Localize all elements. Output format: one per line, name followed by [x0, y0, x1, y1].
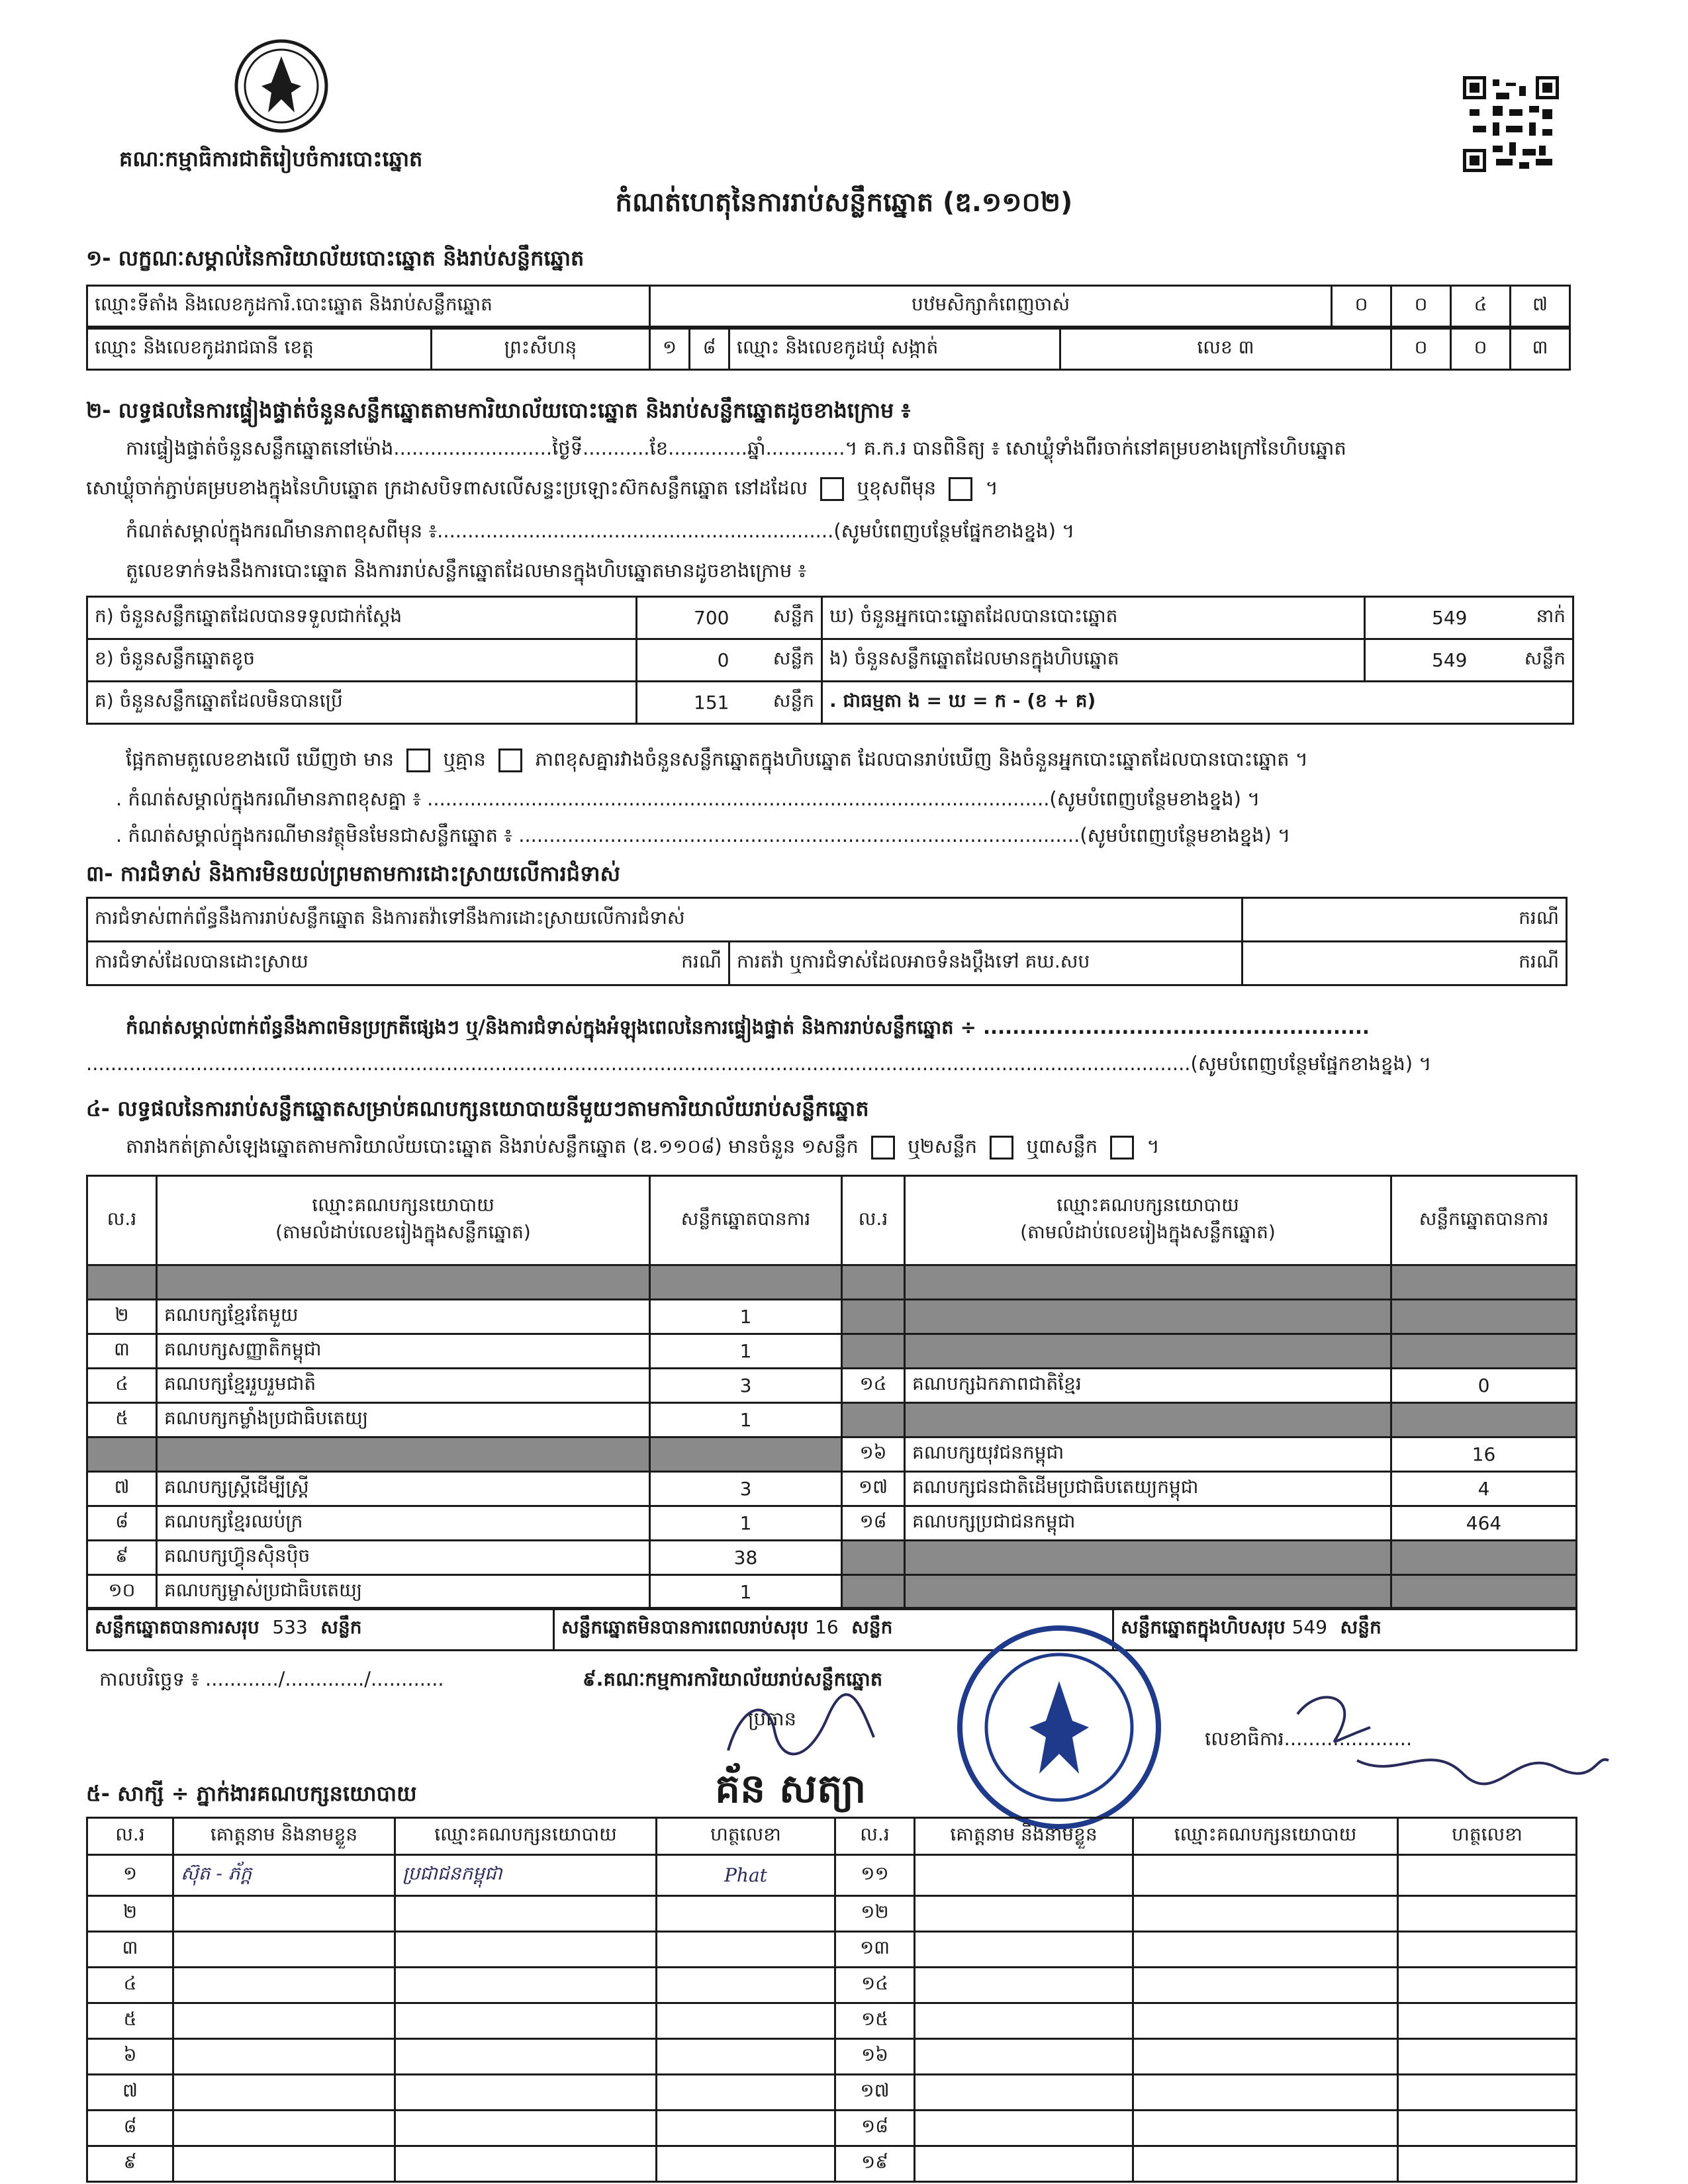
two-sheets-checkbox[interactable] — [990, 1136, 1013, 1160]
witness-name — [915, 2111, 1133, 2146]
party-votes: 3 — [650, 1369, 842, 1403]
party-no — [842, 1575, 905, 1610]
party-no — [842, 1300, 905, 1334]
commune-code-digit: ៣ — [1511, 329, 1570, 370]
col-no-header-2: ល.រ — [842, 1176, 905, 1265]
party-no: ៥ — [87, 1403, 157, 1437]
secretary-signature — [1278, 1674, 1622, 1811]
party-no — [842, 1541, 905, 1575]
province-value: ព្រះសីហនុ — [432, 329, 650, 370]
party-votes — [1391, 1403, 1577, 1437]
party-name — [157, 1265, 650, 1300]
witness-party — [1133, 1932, 1398, 1968]
witness-party — [395, 2003, 657, 2039]
total-in-box: សន្លឹកឆ្នោតក្នុងហិបសរុប 549 សន្លឹក — [1113, 1608, 1577, 1651]
witness-name — [915, 1855, 1133, 1896]
section4-heading: ៤- លទ្ធផលនៃការរាប់សន្លឹកឆ្នោតសម្រាប់គណបក្សនយោបាយនីមួយៗតាមការិយាល័យរាប់សន្លឹកឆ្នោត — [86, 1096, 869, 1121]
section1-table — [86, 285, 1571, 328]
witness-party — [395, 1932, 657, 1968]
witness-signature — [657, 2003, 835, 2039]
totals-table — [86, 1607, 1577, 1651]
party-no — [842, 1334, 905, 1369]
party-no — [842, 1403, 905, 1437]
party-name: គណបក្សខ្មែរឈប់ក្រ — [157, 1506, 650, 1541]
witness-no: ៣ — [87, 1932, 173, 1968]
party-votes: 1 — [650, 1575, 842, 1610]
party-no: ១០ — [87, 1575, 157, 1610]
witness-name — [915, 1968, 1133, 2003]
witness-party — [1133, 1896, 1398, 1932]
party-votes — [650, 1437, 842, 1472]
period: ។ — [985, 477, 998, 499]
witness-no: ១៩ — [835, 2146, 915, 2182]
witness-no: ១ — [87, 1855, 173, 1896]
section1-table-row2 — [86, 328, 1571, 371]
seal-line — [86, 477, 998, 504]
party-name: គណបក្សខ្មែរតែមួយ — [157, 1300, 650, 1334]
witness-signature — [1398, 2003, 1577, 2039]
party-no — [87, 1265, 157, 1300]
unused-label: គ) ចំនួនសន្លឹកឆ្នោតដែលមិនបានប្រើ — [87, 682, 637, 724]
foreign-object-note: . កំណត់សម្គាល់ក្នុងករណីមានវត្ថុមិនមែនជាសន្លឹកឆ្នោត ៖ ............................................................................................(សូមបំពេញបន្ថែមខាងខ្នង) ។ — [116, 824, 1291, 846]
party-name — [905, 1334, 1391, 1369]
section5-heading: ៥- សាក្សី ÷ ភ្នាក់ងារគណបក្សនយោបាយ — [86, 1781, 417, 1806]
commission-name: គណៈកម្មាធិការជាតិរៀបចំការបោះឆ្នោត — [119, 146, 423, 171]
party-votes: 1 — [650, 1403, 842, 1437]
party-name: គណបក្សយុវជនកម្ពុជា — [905, 1437, 1391, 1472]
party-votes: 0 — [1391, 1369, 1577, 1403]
party-no: ២ — [87, 1300, 157, 1334]
location-code-digit: ៧ — [1511, 286, 1570, 327]
tally-sheet-text: តារាងកត់ត្រាសំឡេងឆ្នោតតាមការិយាល័យបោះឆ្នោត និងរាប់សន្លឹកឆ្នោត (ឌ.១១០៨) មានចំនួន ១សន្លឹក — [126, 1135, 859, 1158]
party-votes: 4 — [1391, 1472, 1577, 1506]
witness-col-no-2: ល.រ — [835, 1818, 915, 1855]
witness-row — [87, 1855, 1577, 1896]
three-sheets-checkbox[interactable] — [1110, 1136, 1134, 1160]
received-unit: សន្លឹក — [736, 597, 822, 639]
discrepancy-note: . កំណត់សម្គាល់ក្នុងករណីមានភាពខុសគ្នា ៖ ......................................................................................................(សូមបំពេញបន្ថែមខាងខ្នង) ។ — [116, 788, 1260, 810]
witness-col-no: ល.រ — [87, 1818, 173, 1855]
witness-row — [87, 2111, 1577, 2146]
witness-name — [173, 2003, 395, 2039]
objections-unit: ករណី — [1243, 898, 1567, 942]
party-votes: 3 — [650, 1472, 842, 1506]
witness-party — [1133, 2075, 1398, 2111]
witness-signature — [1398, 1855, 1577, 1896]
witness-signature: Phat — [657, 1855, 835, 1896]
witness-party — [1133, 1855, 1398, 1896]
witness-name — [915, 2003, 1133, 2039]
witness-no: ១២ — [835, 1896, 915, 1932]
witness-name — [915, 2075, 1133, 2111]
witness-party — [395, 1896, 657, 1932]
party-votes — [1391, 1575, 1577, 1610]
party-name: គណបក្សប្រជាជនកម្ពុជា — [905, 1506, 1391, 1541]
party-name — [905, 1575, 1391, 1610]
party-name: គណបក្សជនជាតិដើមប្រជាធិបតេយ្យកម្ពុជា — [905, 1472, 1391, 1506]
discrepancy-line — [126, 748, 1308, 776]
witness-signature — [657, 1932, 835, 1968]
party-no: ៧ — [87, 1472, 157, 1506]
witness-signature — [657, 1896, 835, 1932]
total-invalid: សន្លឹកឆ្នោតមិនបានការពេលរាប់សរុប 16 សន្លឹក — [554, 1608, 1113, 1651]
emblem-logo — [232, 36, 331, 136]
witness-name — [915, 1896, 1133, 1932]
witness-party — [1133, 2111, 1398, 2146]
witness-signature — [657, 1968, 835, 2003]
witness-name — [173, 1932, 395, 1968]
location-value: បឋមសិក្សាកំពេញចាស់ — [650, 286, 1332, 327]
commune-code-digit: ០ — [1391, 329, 1451, 370]
witness-party — [395, 2039, 657, 2075]
results-row — [87, 1437, 1577, 1472]
two-sheets-label: ឬ២សន្លឹក — [908, 1135, 978, 1158]
party-votes: 1 — [650, 1334, 842, 1369]
party-votes: 1 — [650, 1300, 842, 1334]
commune-label: ឈ្មោះ និងលេខកូដឃុំ សង្កាត់ — [729, 329, 1060, 370]
party-votes: 1 — [650, 1506, 842, 1541]
col-party-header-2: ឈ្មោះគណបក្សនយោបាយ (តាមលំដាប់លេខរៀងក្នុងសន្លឹកឆ្នោត) — [905, 1176, 1391, 1265]
discrepancy-text: ផ្អែកតាមតួលេខខាងលើ ឃើញថា មាន — [126, 748, 395, 770]
party-name — [905, 1541, 1391, 1575]
unused-unit: សន្លឹក — [736, 682, 822, 724]
figures-intro: តួលេខទាក់ទងនឹងការបោះឆ្នោត និងការរាប់សន្លឹកឆ្នោតដែលមានក្នុងហិបឆ្នោតមានដូចខាងក្រោម ៖ — [126, 559, 807, 582]
results-table — [86, 1175, 1577, 1610]
witness-signature — [657, 2075, 835, 2111]
qr-code — [1463, 76, 1559, 177]
results-row — [87, 1334, 1577, 1369]
unused-value: 151 — [637, 682, 736, 724]
party-name: គណបក្សសញ្ញាតិកម្ពុជា — [157, 1334, 650, 1369]
witness-name — [173, 2075, 395, 2111]
witness-name — [173, 1896, 395, 1932]
voters-label: ឃ) ចំនួនអ្នកបោះឆ្នោតដែលបានបោះឆ្នោត — [822, 597, 1365, 639]
witness-name — [173, 2146, 395, 2182]
results-header-row — [87, 1176, 1577, 1265]
in-box-value: 549 — [1365, 639, 1474, 682]
verification-line: ការផ្ទៀងផ្ទាត់ចំនួនសន្លឹកឆ្នោតនៅម៉ោង..........................ថ្ងៃទី...........ខែ.............ឆ្នាំ.............។ គ.ក.រ បានពិនិត្យ ៖ សោឃ្លុំទាំងពីរចាក់នៅគម្របខាងក្រៅនៃហិបឆ្នោត — [126, 437, 1346, 459]
col-votes-header: សន្លឹកឆ្នោតបានការ — [650, 1176, 842, 1265]
section2-heading: ២- លទ្ធផលនៃការផ្ទៀងផ្ទាត់ចំនួនសន្លឹកឆ្នោតតាមការិយាល័យបោះឆ្នោត និងរាប់សន្លឹកឆ្នោតដូចខាងក្រោម ៖ — [86, 398, 911, 423]
witness-name — [173, 2111, 395, 2146]
witness-row — [87, 2003, 1577, 2039]
witness-col-name-2: គោត្តនាម និងនាមខ្លួន — [915, 1818, 1133, 1855]
difference-note-line: កំណត់សម្គាល់ក្នុងករណីមានភាពខុសពីមុន ៖.................................................................(សូមបំពេញបន្ថែមផ្នែកខាងខ្នង) ។ — [126, 520, 1075, 542]
province-code-digit: ១ — [650, 329, 690, 370]
witness-party — [395, 2146, 657, 2182]
party-votes — [1391, 1300, 1577, 1334]
party-no — [87, 1437, 157, 1472]
objections-label: ការជំទាស់ពាក់ព័ន្ធនឹងការរាប់សន្លឹកឆ្នោត និងការតវ៉ាទៅនឹងការដោះស្រាយលើការជំទាស់ — [87, 898, 1243, 942]
witness-col-sign-2: ហត្ថលេខា — [1398, 1818, 1577, 1855]
objections-table — [86, 897, 1568, 942]
period: ។ — [1147, 1135, 1160, 1158]
witness-party — [395, 2075, 657, 2111]
chair-signature — [715, 1691, 887, 1775]
witness-row — [87, 2039, 1577, 2075]
in-box-label: ង) ចំនួនសន្លឹកឆ្នោតដែលមានក្នុងហិបឆ្នោត — [822, 639, 1365, 682]
objections-table-row2 — [86, 940, 1568, 986]
in-box-unit: សន្លឹក — [1474, 639, 1573, 682]
witness-name: ស៊ុត - ភ័ក្ត — [173, 1855, 395, 1896]
witness-col-party: ឈ្មោះគណបក្សនយោបាយ — [395, 1818, 657, 1855]
spoiled-label: ខ) ចំនួនសន្លឹកឆ្នោតខូច — [87, 639, 637, 682]
witness-no: ១១ — [835, 1855, 915, 1896]
witness-row — [87, 2146, 1577, 2182]
received-value: 700 — [637, 597, 736, 639]
witness-signature — [657, 2146, 835, 2182]
witness-row — [87, 1932, 1577, 1968]
irregularity-note: កំណត់សម្គាល់ពាក់ព័ន្ធនឹងភាពមិនប្រក្រតីផ្សេងៗ ឬ/និងការជំទាស់ក្នុងអំឡុងពេលនៃការផ្ទៀងផ្ទាត់ និងការរាប់សន្លឹកឆ្នោត ÷ ..................................................... — [126, 1016, 1370, 1038]
party-name: គណបក្សហ៊្វុនស៊ិនប៉ិច — [157, 1541, 650, 1575]
same-checkbox[interactable] — [820, 477, 844, 501]
section1-heading: ១- លក្ខណៈសម្គាល់នៃការិយាល័យបោះឆ្នោត និងរាប់សន្លឹកឆ្នោត — [86, 246, 585, 271]
witness-party — [1133, 2146, 1398, 2182]
party-name: គណបក្សស្ត្រីដើម្បីស្ត្រី — [157, 1472, 650, 1506]
witness-party — [395, 2111, 657, 2146]
results-row — [87, 1403, 1577, 1437]
col-votes-header-2: សន្លឹកឆ្នោតបានការ — [1391, 1176, 1577, 1265]
witness-no: ១៥ — [835, 2003, 915, 2039]
seal-line-text: សោឃ្លុំចាក់ភ្ជាប់គម្របខាងក្នុងនៃហិបឆ្នោត ក្រដាសបិទពាសលើសន្ទះប្រឡោះស៊កសន្លឹកឆ្នោត នៅដដែល — [86, 477, 808, 499]
witness-party — [1133, 2003, 1398, 2039]
witness-no: ២ — [87, 1896, 173, 1932]
witness-signature — [1398, 1932, 1577, 1968]
location-code-digit: ០ — [1332, 286, 1391, 327]
location-code-digit: ៤ — [1451, 286, 1511, 327]
witness-col-sign: ហត្ថលេខា — [657, 1818, 835, 1855]
col-party-header: ឈ្មោះគណបក្សនយោបាយ (តាមលំដាប់លេខរៀងក្នុងសន្លឹកឆ្នោត) — [157, 1176, 650, 1265]
received-label: ក) ចំនួនសន្លឹកឆ្នោតដែលបានទទួលជាក់ស្ដែង — [87, 597, 637, 639]
witness-row — [87, 2075, 1577, 2111]
three-sheets-label: ឬ៣សន្លឹក — [1026, 1135, 1098, 1158]
resolved-objections: ការជំទាស់ដែលបានដោះស្រាយ ករណី — [87, 942, 729, 985]
witness-signature — [1398, 1968, 1577, 2003]
witness-party — [1133, 2039, 1398, 2075]
party-no: ១៦ — [842, 1437, 905, 1472]
witness-signature — [1398, 2111, 1577, 2146]
party-no — [842, 1265, 905, 1300]
party-name — [157, 1437, 650, 1472]
party-no: ៨ — [87, 1506, 157, 1541]
party-name: គណបក្សខ្មែររួបរួមជាតិ — [157, 1369, 650, 1403]
witness-no: ៥ — [87, 2003, 173, 2039]
spoiled-value: 0 — [637, 639, 736, 682]
witness-no: ១៦ — [835, 2039, 915, 2075]
witness-no: ៧ — [87, 2075, 173, 2111]
official-stamp — [953, 1621, 1165, 1833]
secretary-label: លេខាធិការ..................... — [1205, 1727, 1413, 1750]
witness-name — [173, 2039, 395, 2075]
results-row — [87, 1472, 1577, 1506]
no-discrepancy-checkbox[interactable] — [498, 749, 522, 772]
witness-signature — [1398, 2039, 1577, 2075]
party-votes — [1391, 1541, 1577, 1575]
witness-signature — [657, 2039, 835, 2075]
witness-no: ១៧ — [835, 2075, 915, 2111]
party-no: ១៧ — [842, 1472, 905, 1506]
has-discrepancy-checkbox[interactable] — [406, 749, 430, 772]
results-row — [87, 1575, 1577, 1610]
witness-name — [173, 1968, 395, 2003]
party-no: ៩ — [87, 1541, 157, 1575]
witness-col-party-2: ឈ្មោះគណបក្សនយោបាយ — [1133, 1818, 1398, 1855]
witness-row — [87, 1896, 1577, 1932]
results-row — [87, 1541, 1577, 1575]
witness-no: ៤ — [87, 1968, 173, 2003]
witness-header-row — [87, 1818, 1577, 1855]
chair-name: គ័ន សត្យា — [715, 1766, 867, 1812]
appeal-label: ការតវ៉ា ឬការជំទាស់ដែលអាចទំនងប្ដឹងទៅ គឃ.សប — [729, 942, 1243, 985]
party-no: ៤ — [87, 1369, 157, 1403]
total-valid: សន្លឹកឆ្នោតបានការសរុប 533 សន្លឹក — [87, 1608, 554, 1651]
witness-no: ១៨ — [835, 2111, 915, 2146]
party-no: ១៨ — [842, 1506, 905, 1541]
witness-signature — [657, 2111, 835, 2146]
results-row — [87, 1300, 1577, 1334]
party-name — [905, 1300, 1391, 1334]
discrepancy-rest: ភាពខុសគ្នារវាងចំនួនសន្លឹកឆ្នោតក្នុងហិបឆ្នោត ដែលបានរាប់ឃើញ និងចំនួនអ្នកបោះឆ្នោតដែលបានបោះឆ្នោត ។ — [535, 748, 1308, 770]
page-title: កំណត់ហេតុនៃការរាប់សន្លឹកឆ្នោត (ឌ.១១០២) — [615, 187, 1073, 218]
tally-sheet-line — [126, 1135, 1160, 1163]
witness-no: ៩ — [87, 2146, 173, 2182]
party-votes — [1391, 1265, 1577, 1300]
witness-col-name: គោត្តនាម និងនាមខ្លួន — [173, 1818, 395, 1855]
changed-checkbox[interactable] — [949, 477, 972, 501]
witness-party — [1133, 1968, 1398, 2003]
changed-label: ឬខុសពីមុន — [857, 477, 937, 499]
results-row — [87, 1369, 1577, 1403]
location-label: ឈ្មោះទីតាំង និងលេខកូដការិ.បោះឆ្នោត និងរាប់សន្លឹកឆ្នោត — [87, 286, 650, 327]
figures-table — [86, 596, 1574, 725]
no-discrepancy-label: ឬគ្មាន — [443, 748, 486, 770]
party-votes: 38 — [650, 1541, 842, 1575]
party-votes — [650, 1265, 842, 1300]
witness-no: ១៣ — [835, 1932, 915, 1968]
committee-label: ៩.គណៈកម្មការការិយាល័យរាប់សន្លឹកឆ្នោត — [583, 1668, 883, 1690]
witness-signature — [1398, 2075, 1577, 2111]
witness-name — [915, 1932, 1133, 1968]
appeal-unit: ករណី — [1243, 942, 1567, 985]
col-no-header: ល.រ — [87, 1176, 157, 1265]
party-votes: 16 — [1391, 1437, 1577, 1472]
section3-heading: ៣- ការជំទាស់ និងការមិនយល់ព្រមតាមការដោះស្រាយលើការជំទាស់ — [86, 861, 620, 886]
results-row — [87, 1506, 1577, 1541]
province-code-digit: ៨ — [690, 329, 729, 370]
date-line: កាលបរិច្ឆេទ ៖ ............/............./............ — [99, 1668, 444, 1690]
witness-name — [915, 2146, 1133, 2182]
witness-no: ៨ — [87, 2111, 173, 2146]
witness-party — [395, 1968, 657, 2003]
location-code-digit: ០ — [1391, 286, 1451, 327]
party-votes — [1391, 1334, 1577, 1369]
formula-note: . ជាធម្មតា ង = ឃ = ក - (ខ + គ) — [822, 682, 1573, 724]
witness-name — [915, 2039, 1133, 2075]
party-no: ១៤ — [842, 1369, 905, 1403]
commune-value: លេខ ៣ — [1060, 329, 1391, 370]
witness-no: ៦ — [87, 2039, 173, 2075]
one-sheet-checkbox[interactable] — [871, 1136, 895, 1160]
witness-table — [86, 1817, 1577, 2183]
province-label: ឈ្មោះ និងលេខកូដរាជធានី ខេត្ត — [87, 329, 432, 370]
chair-label: ប្រធាន — [748, 1707, 797, 1730]
voters-value: 549 — [1365, 597, 1474, 639]
witness-row — [87, 1968, 1577, 2003]
witness-signature — [1398, 1896, 1577, 1932]
party-name — [905, 1403, 1391, 1437]
party-name — [905, 1265, 1391, 1300]
witness-party: ប្រជាជនកម្ពុជា — [395, 1855, 657, 1896]
party-votes: 464 — [1391, 1506, 1577, 1541]
voters-unit: នាក់ — [1474, 597, 1573, 639]
party-name: គណបក្សកម្លាំងប្រជាធិបតេយ្យ — [157, 1403, 650, 1437]
party-name: គណបក្សម្ចាស់ប្រជាធិបតេយ្យ — [157, 1575, 650, 1610]
commune-code-digit: ០ — [1451, 329, 1511, 370]
party-no: ៣ — [87, 1334, 157, 1369]
spoiled-unit: សន្លឹក — [736, 639, 822, 682]
witness-no: ១៤ — [835, 1968, 915, 2003]
party-name: គណបក្សឯកភាពជាតិខ្មែរ — [905, 1369, 1391, 1403]
results-row — [87, 1265, 1577, 1300]
witness-signature — [1398, 2146, 1577, 2182]
irregularity-note-continued: .....................................................................................................................................................................................(សូមបំពេញបន្ថែមផ្នែកខាងខ្នង) ។ — [86, 1052, 1432, 1075]
